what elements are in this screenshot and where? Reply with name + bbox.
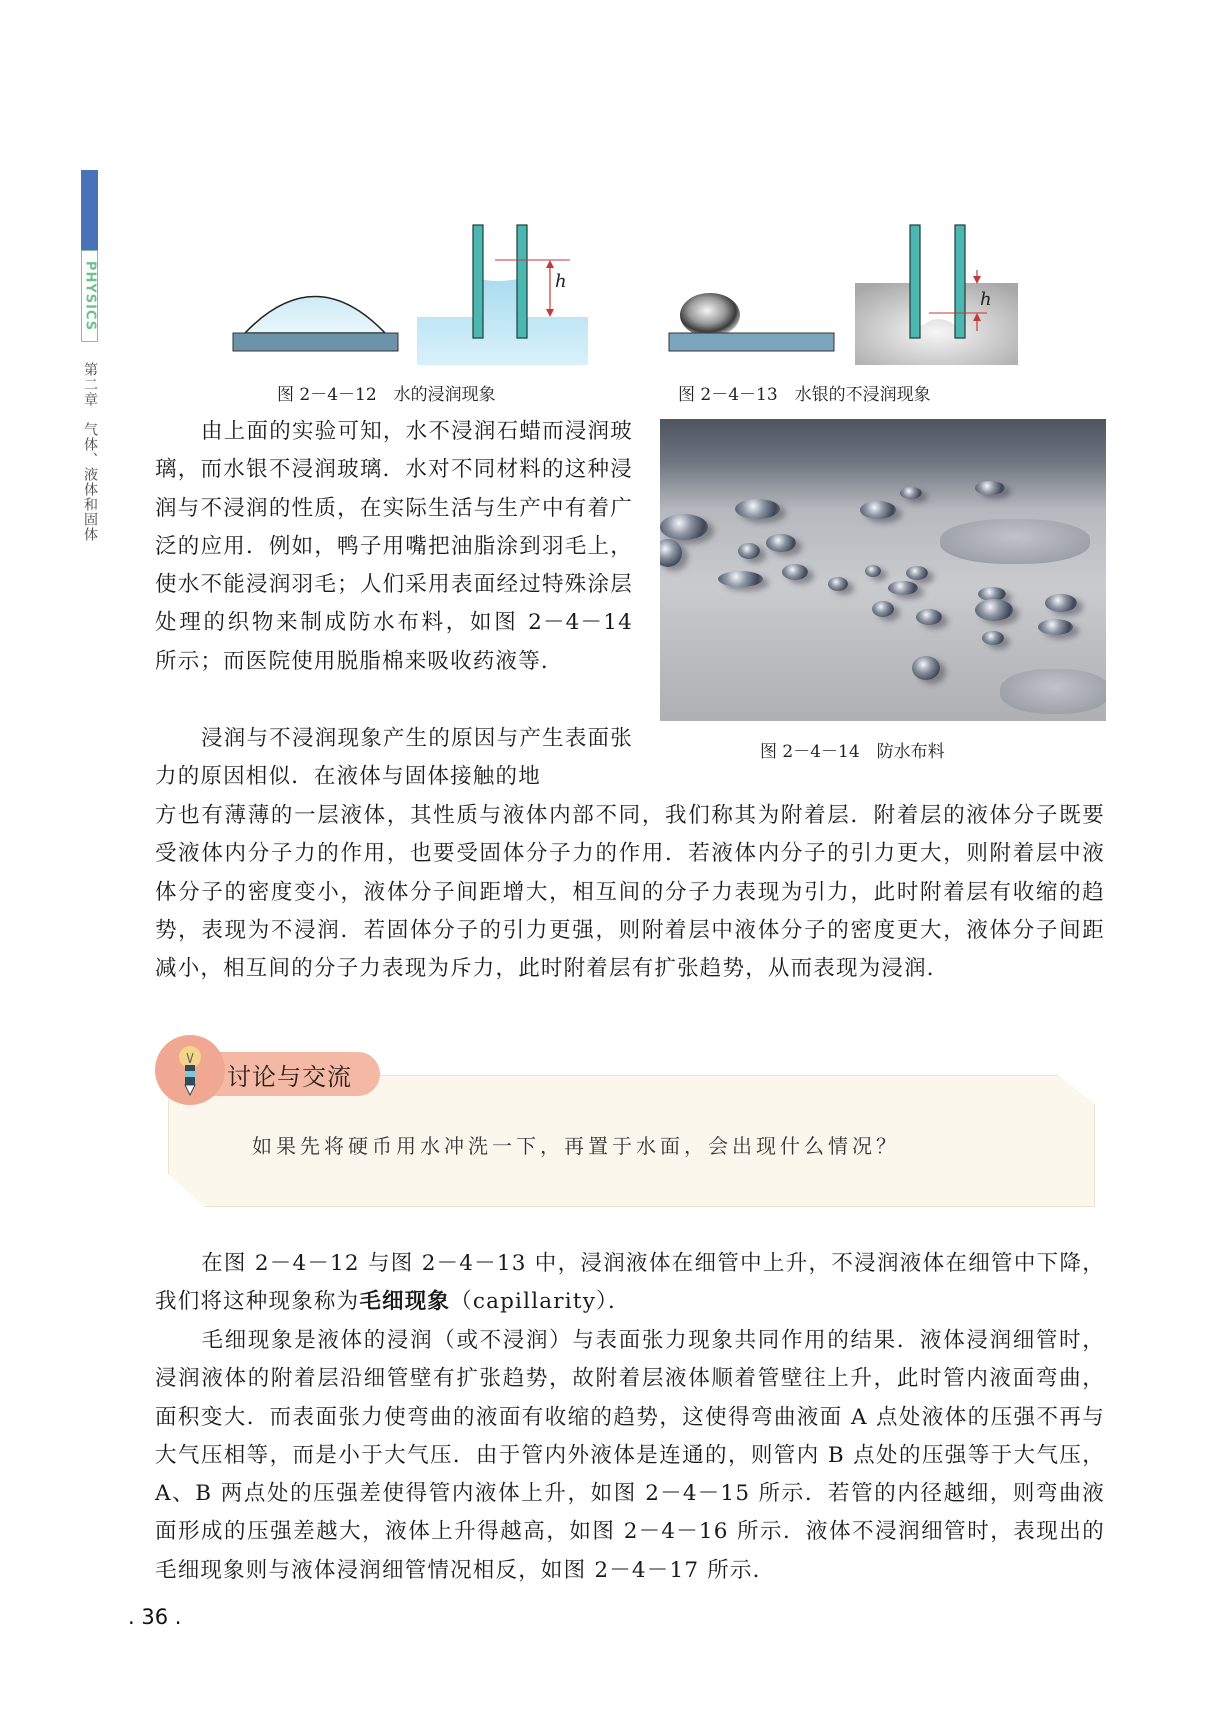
water-droplet [245,297,385,334]
paragraph-1: 由上面的实验可知，水不浸润石蜡而浸润玻璃，而水银不浸润玻璃．水对不同材料的这种浸润与不浸润的性质，在实际生活与生产中有着广泛的应用．例如，鸭子用嘴把油脂涂到羽毛上，使水不能浸润羽毛；人们采用表面经过特殊涂层处理的织物来制成防水布料，如图 2－4－14 所示；而医院使用脱脂棉来吸收药液等． [155,419,633,674]
subject-tag [81,250,98,342]
figure-2-4-12-caption: 图 2－4－12 水的浸润现象 [277,385,496,405]
height-label: h [555,271,567,292]
height-label: h [980,289,992,310]
paragraph-2-narrow: 浸润与不浸润现象产生的原因与产生表面张力的原因相似．在液体与固体接触的地 [155,726,633,790]
glass-tube-right [955,225,965,338]
glass-plate [669,333,834,351]
figure-2-4-12 [225,215,605,370]
chapter-color-tab [81,170,98,250]
figure-2-4-13 [655,215,1035,370]
glass-tube-left [473,225,483,338]
chapter-title: 第二章 气体、液体和固体 [82,362,98,542]
lightbulb-pencil-icon [155,1035,225,1105]
paragraph-2: 方也有薄薄的一层液体，其性质与液体内部不同，我们称其为附着层．附着层的液体分子既要受液体内分子力的作用，也要受固体分子力的作用．若液体内分子的引力更大，则附着层中液体分子的密度变小，液体分子间距增大，相互间的分子力表现为引力，此时附着层有收缩的趋势，表现为不浸润．若固体分子的引力更强，则附着层中液体分子的密度更大，液体分子间距减小，相互间的分子力表现为斥力，此时附着层有扩张趋势，从而表现为浸润． [155,803,1105,982]
figure-2-4-14-caption: 图 2－4－14 防水布料 [760,742,945,762]
figure-2-4-14-waterproof-fabric-photo [660,419,1106,721]
term-capillarity: 毛细现象 [359,1289,451,1315]
page-number: . 36 . [128,1605,182,1629]
figure-2-4-13-caption: 图 2－4－13 水银的不浸润现象 [678,385,931,405]
glass-tube-right [517,225,527,338]
mercury-container [855,283,1018,365]
paragraph-4: 毛细现象是液体的浸润（或不浸润）与表面张力现象共同作用的结果．液体浸润细管时，浸润液体的附着层沿细管壁有扩张趋势，故附着层液体顺着管壁往上升，此时管内液面弯曲，面积变大．而表面张力使弯曲的液面有收缩的趋势，这使得弯曲液面 A 点处液体的压强不再与大气压相等，而是小于大气压．由于管内外液体是连通的，则管内 B 点处的压强等于大气压，A、B 两点处的压强差使得管内液体上升，如图 2－4－15 所示．若管的内径越细，则弯曲液面形成的压强差越大，液体上升得越高，如图 2－4－16 所示．液体不浸润细管时，表现出的毛细现象则与液体浸润细管情况相反，如图 2－4－17 所示． [155,1328,1105,1583]
discussion-title: 讨论与交流 [227,1063,352,1091]
paragraph-3: 在图 2－4－12 与图 2－4－13 中，浸润液体在细管中上升，不浸润液体在细管中下降，我们将这种现象称为毛细现象（capillarity）． [155,1251,1105,1315]
discussion-icon-badge [155,1035,225,1105]
mercury-droplet [680,293,740,337]
discussion-question: 如果先将硬币用水冲洗一下，再置于水面，会出现什么情况？ [252,1134,900,1158]
glass-tube-left [910,225,920,338]
subject-tag-label: PHYSICS [82,260,97,332]
paraffin-plate [233,333,398,351]
